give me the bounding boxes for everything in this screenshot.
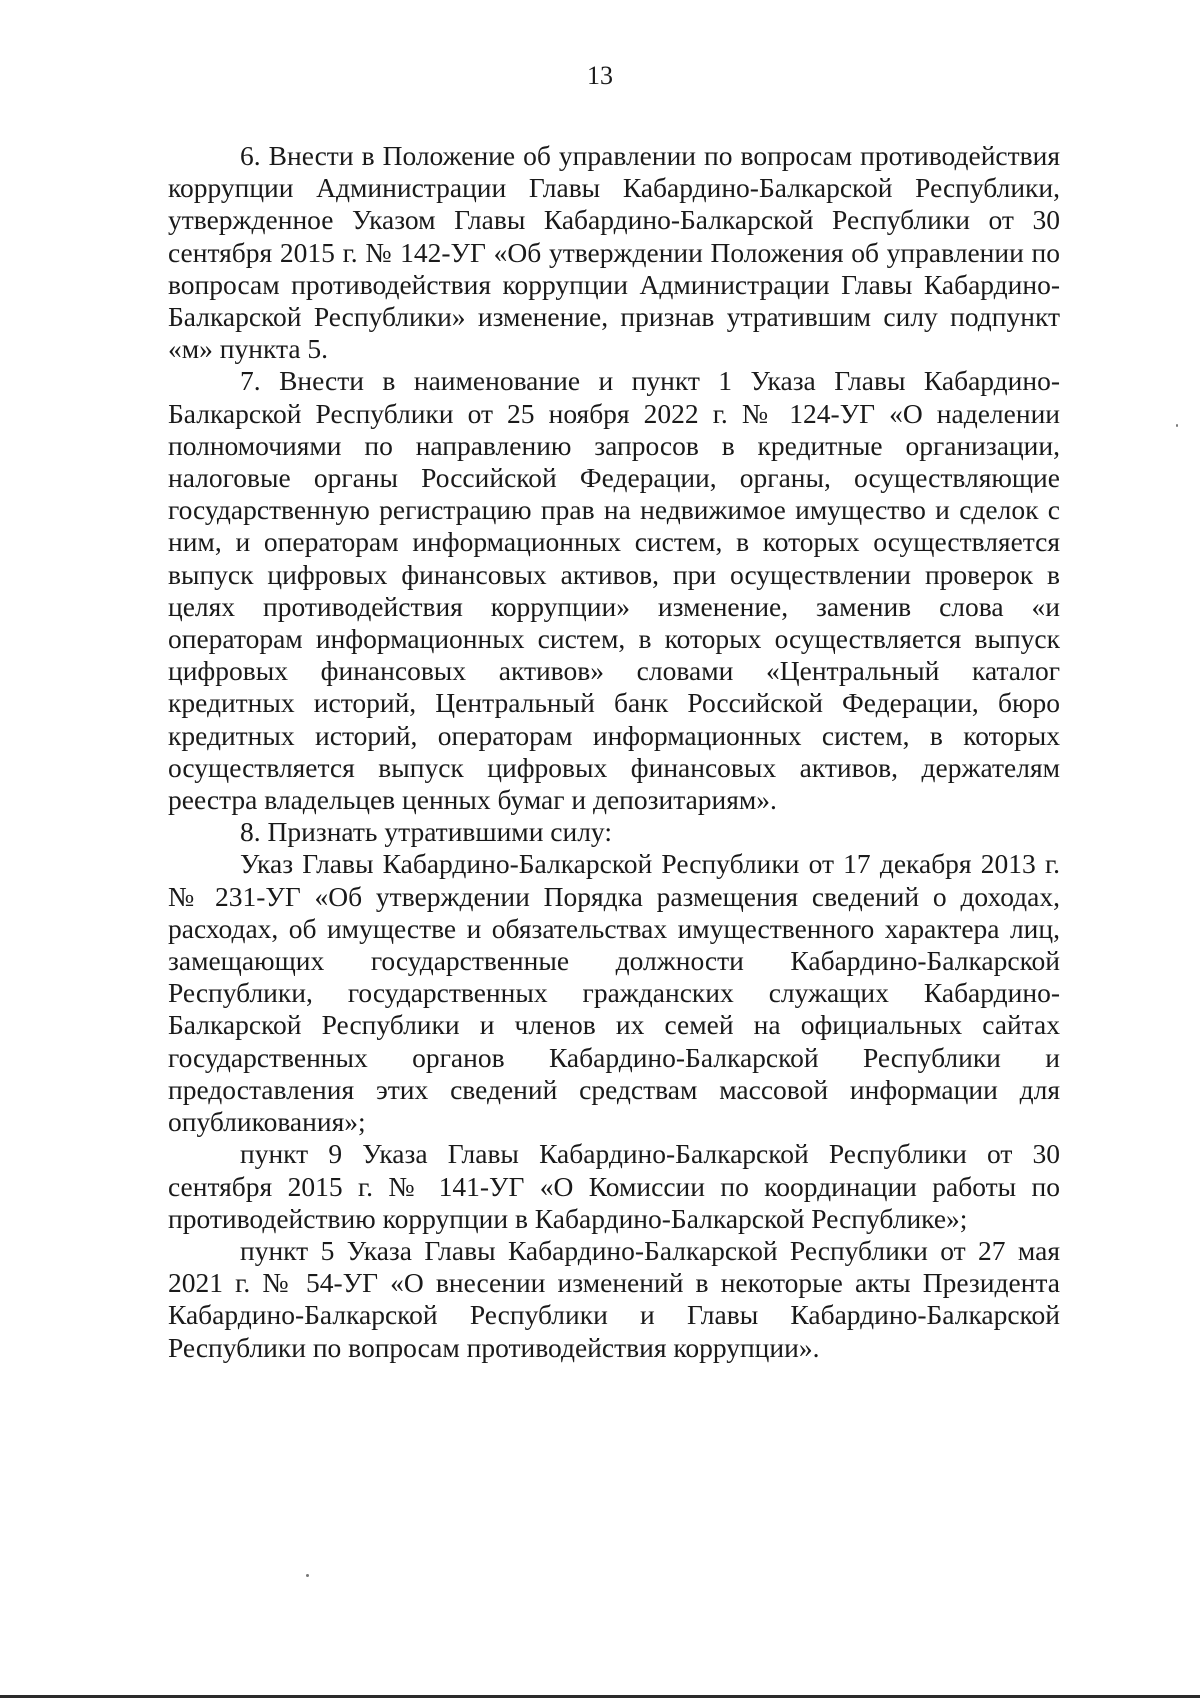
page-number: 13 [587,61,613,90]
paragraph-item-6: 6. Внести в Положение об управлении по вопросам противодействия коррупции Администрации Главы Кабардино-Балкарской Республики, утвержденное Указом Главы Кабардино-Балкарской Республики от 30 сентября 2015 г. № 142-УГ «Об утверждении Положения об управлении по вопросам противодействия коррупции Администрации Главы Кабардино-Балкарской Республики» изменение, признав утратившим силу подпункт «м» пункта 5. [168,140,1060,365]
repealed-decree-2021: пункт 5 Указа Главы Кабардино-Балкарской Республики от 27 мая 2021 г. № 54-УГ «О внесении изменений в некоторые акты Президента Кабардино-Балкарской Республики и Главы Кабардино-Балкарской Республики по вопросам противодействия коррупции». [168,1234,1060,1363]
document-body [168,140,1060,1364]
scan-speck [1176,424,1178,427]
paragraph-item-7: 7. Внести в наименование и пункт 1 Указа Главы Кабардино-Балкарской Республики от 25 ноября 2022 г. № 124-УГ «О наделении полномочиями по направлению запросов в кредитные организации, налоговые органы Российской Федерации, органы, осуществляющие государственную регистрацию прав на недвижимое имущество и сделок с ним, и операторам информационных систем, в которых осуществляется выпуск цифровых финансовых активов, при осуществлении проверок в целях противодействия коррупции» изменение, заменив слова «и операторам информационных систем, в которых осуществляется выпуск цифровых финансовых активов» словами «Центральный каталог кредитных историй, Центральный банк Российской Федерации, бюро кредитных историй, операторам информационных систем, в которых осуществляется выпуск цифровых финансовых активов, держателям реестра владельцев ценных бумаг и депозитариям». [168,365,1060,816]
repealed-decree-2015: пункт 9 Указа Главы Кабардино-Балкарской Республики от 30 сентября 2015 г. № 141-УГ «О Комиссии по координации работы по противодействию коррупции в Кабардино-Балкарской Республике»; [168,1138,1060,1234]
repealed-decree-2013: Указ Главы Кабардино-Балкарской Республики от 17 декабря 2013 г. № 231-УГ «Об утверждении Порядка размещения сведений о доходах, расходах, об имуществе и обязательствах имущественного характера лиц, замещающих государственные должности Кабардино-Балкарской Республики, государственных гражданских служащих Кабардино-Балкарской Республики и членов их семей на официальных сайтах государственных органов Кабардино-Балкарской Республики и предоставления этих сведений средствам массовой информации для опубликования»; [168,848,1060,1138]
scan-speck [306,1574,309,1577]
paragraph-item-8: 8. Признать утратившими силу: [240,816,612,848]
